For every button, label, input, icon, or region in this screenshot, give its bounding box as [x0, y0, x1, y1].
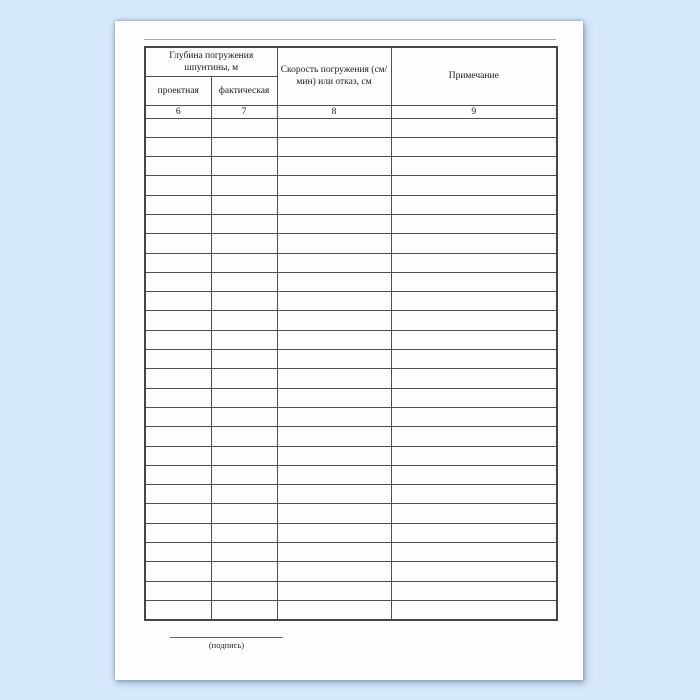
empty-cell	[391, 600, 557, 619]
column-number-9: 9	[391, 105, 557, 118]
signature-block	[170, 637, 283, 650]
empty-cell	[211, 330, 277, 349]
empty-cell	[145, 369, 211, 388]
empty-cell	[145, 523, 211, 542]
empty-cell	[211, 485, 277, 504]
empty-cell	[391, 543, 557, 562]
table-row	[145, 446, 557, 465]
empty-cell	[145, 581, 211, 600]
empty-cell	[145, 311, 211, 330]
table-row	[145, 253, 557, 272]
empty-cell	[391, 292, 557, 311]
empty-cell	[145, 137, 211, 156]
table-continuation-line	[144, 39, 556, 40]
empty-cell	[277, 600, 391, 619]
empty-cell	[211, 118, 277, 137]
empty-cell	[211, 369, 277, 388]
column-number-8: 8	[277, 105, 391, 118]
table-row	[145, 195, 557, 214]
table-row	[145, 427, 557, 446]
empty-cell	[277, 427, 391, 446]
empty-cell	[211, 427, 277, 446]
table-row	[145, 523, 557, 542]
table-row	[145, 234, 557, 253]
empty-cell	[391, 157, 557, 176]
empty-cell	[277, 195, 391, 214]
empty-cell	[391, 427, 557, 446]
table-row	[145, 407, 557, 426]
empty-cell	[391, 350, 557, 369]
empty-cell	[211, 176, 277, 195]
empty-cell	[277, 388, 391, 407]
header-depth-actual: фактическая	[211, 76, 277, 105]
empty-cell	[391, 176, 557, 195]
empty-cell	[391, 369, 557, 388]
empty-cell	[391, 195, 557, 214]
header-depth-group: Глубина погружения шпунтины, м	[145, 47, 277, 76]
document-page	[115, 21, 583, 680]
table-row	[145, 369, 557, 388]
empty-cell	[211, 292, 277, 311]
empty-cell	[277, 504, 391, 523]
empty-cell	[211, 311, 277, 330]
empty-cell	[211, 388, 277, 407]
empty-cell	[391, 214, 557, 233]
empty-cell	[391, 118, 557, 137]
empty-cell	[391, 407, 557, 426]
empty-cell	[145, 118, 211, 137]
empty-cell	[145, 600, 211, 619]
empty-cell	[145, 465, 211, 484]
empty-cell	[145, 234, 211, 253]
empty-cell	[145, 427, 211, 446]
table-row	[145, 504, 557, 523]
empty-cell	[277, 292, 391, 311]
empty-cell	[211, 543, 277, 562]
column-number-7: 7	[211, 105, 277, 118]
empty-cell	[391, 253, 557, 272]
empty-cell	[211, 272, 277, 291]
empty-cell	[211, 523, 277, 542]
empty-cell	[211, 195, 277, 214]
empty-cell	[211, 350, 277, 369]
empty-cell	[277, 369, 391, 388]
empty-cell	[211, 214, 277, 233]
empty-cell	[391, 581, 557, 600]
table-row	[145, 214, 557, 233]
empty-cell	[391, 523, 557, 542]
column-number-6: 6	[145, 105, 211, 118]
empty-cell	[211, 407, 277, 426]
empty-cell	[145, 562, 211, 581]
empty-cell	[145, 350, 211, 369]
empty-cell	[277, 253, 391, 272]
empty-cell	[391, 504, 557, 523]
empty-cell	[277, 214, 391, 233]
table-row	[145, 350, 557, 369]
empty-cell	[277, 330, 391, 349]
empty-cell	[277, 581, 391, 600]
signature-line	[170, 637, 283, 638]
empty-cell	[391, 485, 557, 504]
empty-cell	[211, 137, 277, 156]
empty-cell	[391, 137, 557, 156]
empty-cell	[145, 214, 211, 233]
empty-cell	[211, 600, 277, 619]
table-row	[145, 292, 557, 311]
empty-cell	[277, 446, 391, 465]
empty-cell	[211, 465, 277, 484]
empty-cell	[391, 388, 557, 407]
empty-cell	[145, 176, 211, 195]
empty-cell	[277, 465, 391, 484]
empty-cell	[211, 157, 277, 176]
header-depth-design: проектная	[145, 76, 211, 105]
empty-cell	[277, 137, 391, 156]
empty-cell	[391, 234, 557, 253]
table-row	[145, 581, 557, 600]
empty-cell	[277, 272, 391, 291]
empty-cell	[211, 562, 277, 581]
empty-cell	[391, 446, 557, 465]
empty-cell	[277, 118, 391, 137]
empty-cell	[277, 407, 391, 426]
table-header	[145, 47, 557, 118]
empty-cell	[211, 234, 277, 253]
table-row	[145, 388, 557, 407]
empty-cell	[145, 272, 211, 291]
empty-cell	[145, 292, 211, 311]
empty-cell	[211, 581, 277, 600]
table-row	[145, 543, 557, 562]
empty-cell	[145, 157, 211, 176]
empty-cell	[277, 523, 391, 542]
table-row	[145, 562, 557, 581]
table-row	[145, 465, 557, 484]
empty-cell	[277, 543, 391, 562]
empty-cell	[391, 311, 557, 330]
header-note: Примечание	[391, 47, 557, 105]
pile-driving-log-table	[144, 46, 558, 621]
empty-cell	[277, 485, 391, 504]
empty-cell	[211, 253, 277, 272]
table-row	[145, 137, 557, 156]
table-row	[145, 272, 557, 291]
empty-cell	[277, 234, 391, 253]
table-row	[145, 157, 557, 176]
empty-cell	[145, 407, 211, 426]
table-row	[145, 485, 557, 504]
empty-cell	[391, 465, 557, 484]
table-row	[145, 311, 557, 330]
empty-cell	[145, 330, 211, 349]
empty-cell	[145, 388, 211, 407]
empty-cell	[211, 446, 277, 465]
header-speed: Скорость погружения (см/мин) или отказ, см	[277, 47, 391, 105]
signature-caption: (подпись)	[208, 640, 245, 650]
empty-cell	[277, 562, 391, 581]
empty-cell	[145, 446, 211, 465]
empty-cell	[277, 157, 391, 176]
table-row	[145, 118, 557, 137]
empty-cell	[277, 176, 391, 195]
empty-cell	[145, 253, 211, 272]
empty-cell	[277, 350, 391, 369]
table-body	[145, 118, 557, 620]
table-row	[145, 330, 557, 349]
empty-cell	[211, 504, 277, 523]
empty-cell	[145, 504, 211, 523]
table-row	[145, 176, 557, 195]
table-row	[145, 600, 557, 619]
empty-cell	[391, 562, 557, 581]
empty-cell	[277, 311, 391, 330]
empty-cell	[145, 485, 211, 504]
column-number-row	[145, 105, 557, 118]
empty-cell	[145, 543, 211, 562]
empty-cell	[391, 330, 557, 349]
empty-cell	[391, 272, 557, 291]
empty-cell	[145, 195, 211, 214]
